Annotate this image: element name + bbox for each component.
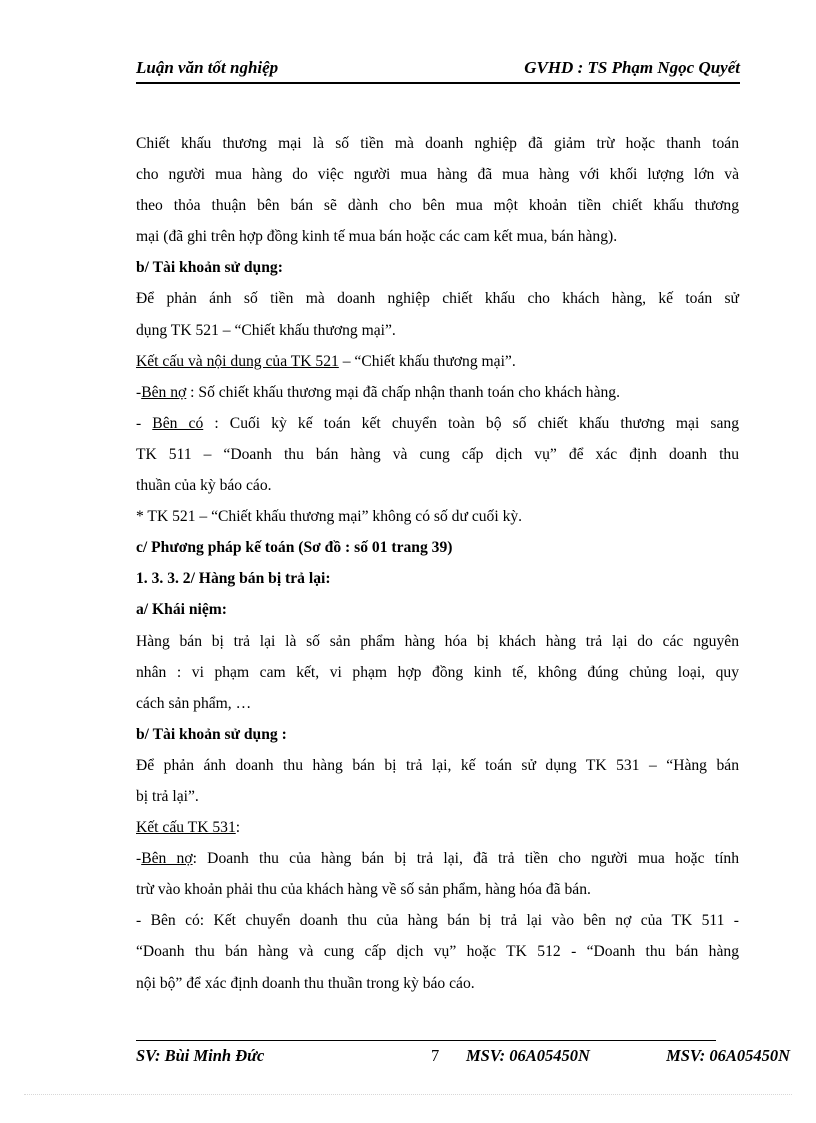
inline-text: : Số chiết khấu thương mại đã chấp nhận thanh toán cho khách hàng. xyxy=(186,383,620,401)
footer-student-id: MSV: 06A05450N xyxy=(466,1046,590,1065)
paragraph-line: cho người mua hàng do việc người mua hàng đã mua hàng với khối lượng lớn và xyxy=(136,166,739,184)
paragraph-line: Để phản ánh số tiền mà doanh nghiệp chiết khấu cho khách hàng, kế toán sử xyxy=(136,290,739,308)
section-heading: b/ Tài khoản sử dụng: xyxy=(136,259,283,277)
paragraph-line: “Doanh thu bán hàng và cung cấp dịch vụ” hoặc TK 512 - “Doanh thu bán hàng xyxy=(136,943,739,961)
section-heading: c/ Phương pháp kế toán (Sơ đồ : số 01 trang 39) xyxy=(136,539,453,557)
debit-label: Bên nợ xyxy=(141,383,187,401)
inline-text: : xyxy=(235,819,241,837)
paragraph-line: dụng TK 521 – “Chiết khấu thương mại”. xyxy=(136,321,396,339)
paragraph-line xyxy=(136,408,739,439)
inline-text: - xyxy=(136,850,142,868)
paragraph-line: nội bộ” để xác định doanh thu thuần trong kỳ báo cáo. xyxy=(136,974,475,992)
paragraph-line: bị trả lại”. xyxy=(136,787,199,805)
section-heading: b/ Tài khoản sử dụng : xyxy=(136,725,287,743)
footer-divider xyxy=(136,1040,716,1041)
subheading-underlined: Kết cấu và nội dung của TK 521 xyxy=(136,352,339,370)
paragraph-line: thuần của kỳ báo cáo. xyxy=(136,477,272,495)
paragraph-line: Để phản ánh doanh thu hàng bán bị trả lại, kế toán sử dụng TK 531 – “Hàng bán xyxy=(136,756,739,774)
header-supervisor: GVHD : TS Phạm Ngọc Quyết xyxy=(524,58,740,77)
inline-text: - xyxy=(136,414,153,432)
paragraph-line xyxy=(136,377,739,408)
page-edge-dotted-line xyxy=(24,1094,792,1095)
paragraph-line xyxy=(136,843,739,874)
paragraph-line: mại (đã ghi trên hợp đồng kinh tế mua bán hoặc các cam kết mua, bán hàng). xyxy=(136,228,618,246)
footer-student-id-duplicate: MSV: 06A05450N xyxy=(666,1046,790,1065)
page-number: 7 xyxy=(431,1046,440,1065)
page-footer xyxy=(136,1046,790,1070)
paragraph-line: trừ vào khoản phải thu của khách hàng về số sản phẩm, hàng hóa đã bán. xyxy=(136,881,591,899)
credit-label: Bên có xyxy=(152,414,204,432)
document-body xyxy=(136,128,739,999)
debit-label: Bên nợ xyxy=(141,850,193,868)
paragraph-line: * TK 521 – “Chiết khấu thương mại” không có số dư cuối kỳ. xyxy=(136,508,523,526)
paragraph-line xyxy=(136,812,739,843)
header-thesis-title: Luận văn tốt nghiệp xyxy=(136,58,279,77)
paragraph-line xyxy=(136,346,739,377)
footer-student-name: SV: Bùi Minh Đức xyxy=(136,1046,265,1065)
paragraph-line: cách sản phẩm, … xyxy=(136,694,252,712)
inline-text: : Doanh thu của hàng bán bị trả lại, đã trả tiền cho người mua hoặc tính xyxy=(192,850,739,868)
paragraph-line: TK 511 – “Doanh thu bán hàng và cung cấp dịch vụ” để xác định doanh thu xyxy=(136,445,739,463)
section-heading: 1. 3. 3. 2/ Hàng bán bị trả lại: xyxy=(136,570,331,588)
inline-text: : Cuối kỳ kế toán kết chuyển toàn bộ số chiết khấu thương mại sang xyxy=(203,414,739,432)
page-header xyxy=(136,56,740,84)
paragraph-line: - Bên có: Kết chuyển doanh thu của hàng bán bị trả lại vào bên nợ của TK 511 - xyxy=(136,912,739,930)
paragraph-line: theo thỏa thuận bên bán sẽ dành cho bên mua một khoản tiền chiết khấu thương xyxy=(136,197,739,215)
inline-text: – “Chiết khấu thương mại”. xyxy=(338,352,516,370)
inline-text: - xyxy=(136,383,142,401)
paragraph-line: Chiết khấu thương mại là số tiền mà doanh nghiệp đã giảm trừ hoặc thanh toán xyxy=(136,135,739,152)
subheading-underlined: Kết cấu TK 531 xyxy=(136,819,236,837)
paragraph-line: nhân : vi phạm cam kết, vi phạm hợp đồng kinh tế, không đúng chủng loại, quy xyxy=(136,663,739,681)
section-heading: a/ Khái niệm: xyxy=(136,601,227,619)
paragraph-line: Hàng bán bị trả lại là số sản phẩm hàng hóa bị khách hàng trả lại do các nguyên xyxy=(136,632,739,650)
